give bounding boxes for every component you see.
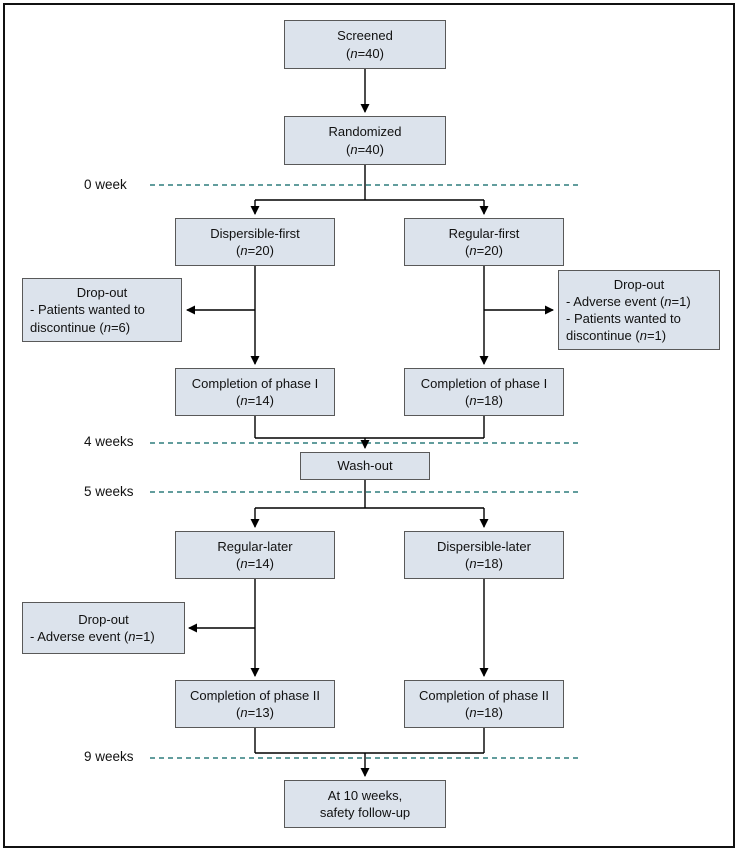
timeline-label-4weeks: 4 weeks [84,434,134,449]
node-dispersible-later-label: Dispersible-later [437,538,531,554]
node-washout-label: Wash-out [337,458,393,474]
node-randomized-label: Randomized [328,124,402,140]
node-screened [284,20,446,69]
node-dispersible-later [404,531,564,579]
node-dispersible-later-n: (n=18) [465,556,503,571]
node-regular-later-n: (n=14) [236,556,274,571]
node-screened-n: (n=40) [346,45,384,61]
timeline-label-9weeks: 9 weeks [84,749,134,764]
node-safety-followup [284,780,446,828]
node-completion-phase1-right-label: Completion of phase I [420,375,548,391]
node-dispersible-first-n: (n=20) [236,243,274,258]
node-completion-phase1-right [404,368,564,416]
node-completion-phase2-right-n: (n=18) [465,705,503,720]
node-dropout-phase2-left [22,602,185,654]
node-safety-followup-line1: At 10 weeks, [327,787,403,803]
node-completion-phase1-left-label: Completion of phase I [191,375,319,391]
node-completion-phase2-right [404,680,564,728]
node-completion-phase2-left [175,680,335,728]
node-safety-followup-line2: safety follow-up [319,805,411,820]
dropout-phase1-left-reason: - Patients wanted to discontinue (n=6) [30,302,145,335]
dropout-phase2-left-title: Drop-out [78,611,129,627]
node-completion-phase1-right-n: (n=18) [465,393,503,408]
node-washout [300,452,430,480]
node-dispersible-first-label: Dispersible-first [210,225,300,241]
dropout-phase1-right-reason-2: - Patients wanted to discontinue (n=1) [566,311,681,344]
node-dropout-phase1-left [22,278,182,342]
node-screened-label: Screened [337,28,393,44]
dropout-phase2-left-reason: - Adverse event (n=1) [30,629,155,644]
node-regular-later [175,531,335,579]
node-completion-phase2-right-label: Completion of phase II [418,687,550,703]
node-dropout-phase1-right [558,270,720,350]
node-completion-phase1-left-n: (n=14) [236,393,274,408]
dropout-phase1-right-reason-1: - Adverse event (n=1) [566,293,691,309]
node-randomized [284,116,446,165]
node-completion-phase1-left [175,368,335,416]
node-dispersible-first [175,218,335,266]
timeline-label-5weeks: 5 weeks [84,484,134,499]
node-regular-first-label: Regular-first [448,225,520,241]
timeline-label-0week: 0 week [84,177,127,192]
node-regular-later-label: Regular-later [217,538,293,554]
node-randomized-n: (n=40) [346,141,384,157]
node-completion-phase2-left-n: (n=13) [236,705,274,720]
node-regular-first-n: (n=20) [465,243,503,258]
dropout-phase1-left-title: Drop-out [76,285,128,301]
node-regular-first [404,218,564,266]
dropout-phase1-right-title: Drop-out [613,276,665,292]
node-completion-phase2-left-label: Completion of phase II [189,687,321,703]
